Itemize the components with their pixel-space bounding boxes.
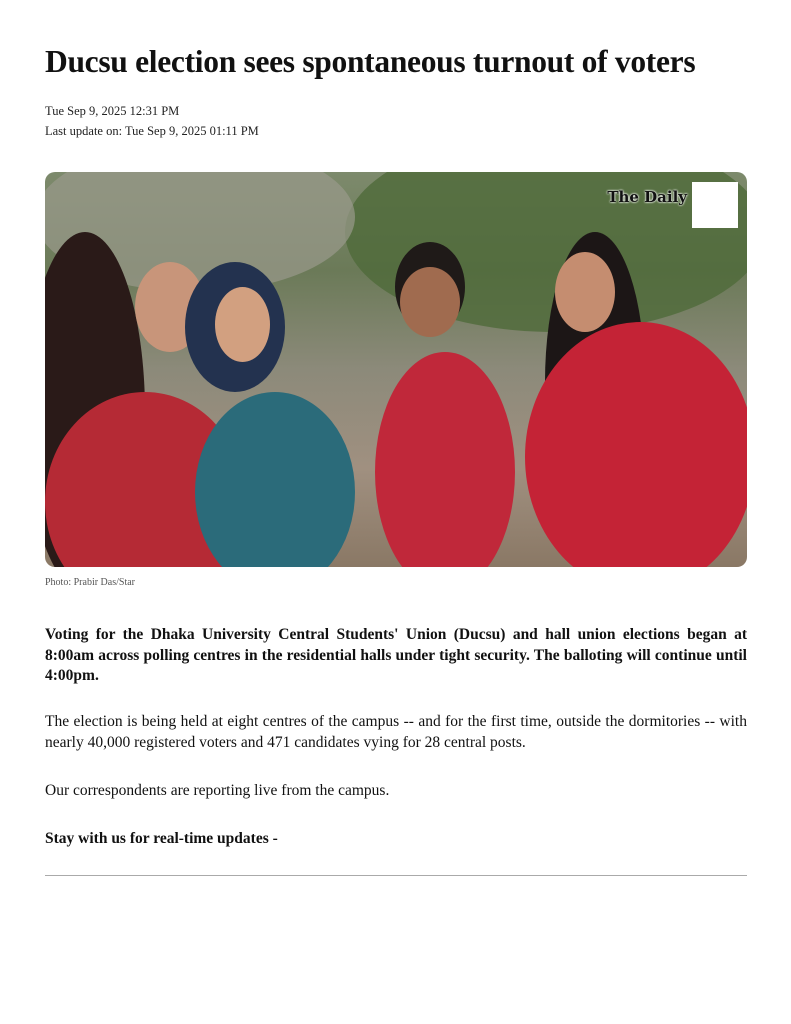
body-paragraph: The election is being held at eight centres of the campus -- and for the first time, outside the dormitories -- with nearly 40,000 registered voters and 471 candidates vying for 28 central posts. bbox=[45, 713, 747, 751]
photo-caption: Photo: Prabir Das/Star bbox=[45, 577, 135, 588]
article-title: Ducsu election sees spontaneous turnout of voters bbox=[45, 44, 696, 79]
body-paragraph: Our correspondents are reporting live from the campus. bbox=[45, 782, 390, 799]
watermark-logo: The Daily bbox=[607, 188, 687, 206]
closing-line: Stay with us for real-time updates - bbox=[45, 830, 278, 847]
lead-paragraph: Voting for the Dhaka University Central Students' Union (Ducsu) and hall union elections began at 8:00am across polling centres in the residential halls under tight security. The balloting will continue until 4:00pm. bbox=[45, 626, 747, 684]
last-update-date: Last update on: Tue Sep 9, 2025 01:11 PM bbox=[45, 124, 259, 138]
watermark-box bbox=[692, 182, 738, 228]
divider bbox=[45, 875, 747, 876]
published-date: Tue Sep 9, 2025 12:31 PM bbox=[45, 104, 180, 118]
article-photo bbox=[45, 172, 747, 567]
